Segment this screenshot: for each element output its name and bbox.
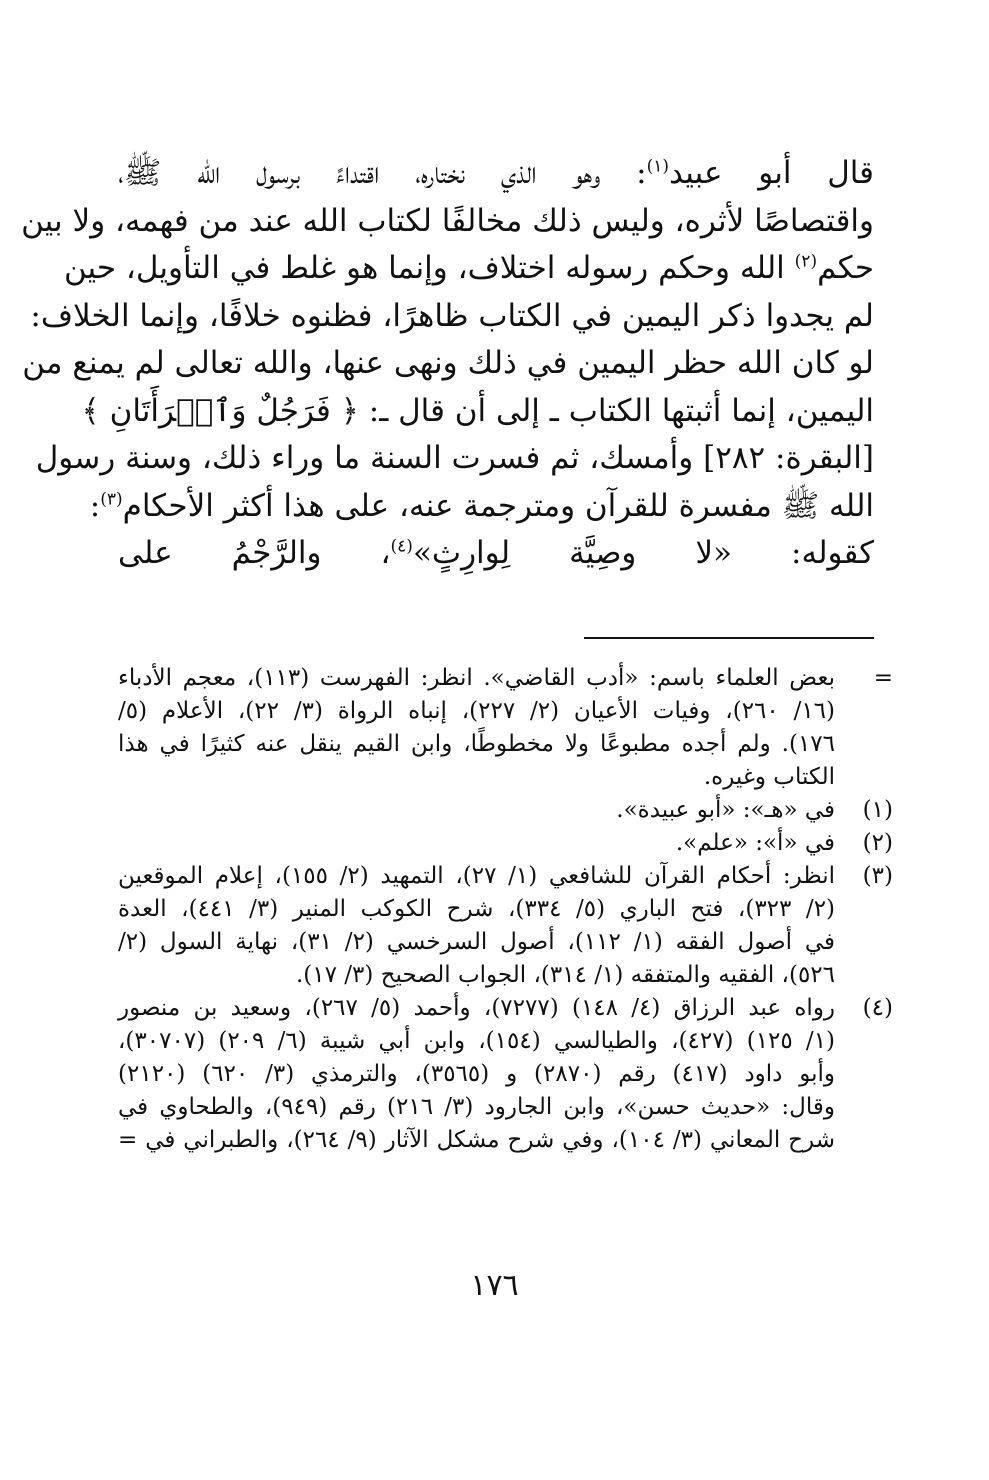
footnote-1 bbox=[118, 794, 893, 827]
footnote-number: (٢) bbox=[862, 830, 893, 856]
footnote-ref-3: (٣) bbox=[100, 489, 123, 510]
main-line-3: حكم$^{(٢)}$ الله وحكم رسوله اختلاف، وإنما هو غلط في التأويل، حين bbox=[63, 250, 874, 286]
footnote-line: في أصول الفقه (١/ ١١٢)، أصول السرخسي (٢/ ٣١)، نهاية السول (٢/ bbox=[118, 929, 836, 955]
main-line-1: قال أبو عبيد$^{(١)}$: وهو الذي نختاره، اقتداءً برسول الله ﷺ، bbox=[118, 155, 874, 191]
footnote-ref-1: (١) bbox=[646, 156, 670, 177]
footnote-2 bbox=[118, 827, 893, 860]
main-line-5: لو كان الله حظر اليمين في ذلك ونهى عنها، والله تعالى لم يمنع من bbox=[22, 345, 874, 381]
main-line-6: اليمين، إنما أثبتها الكتاب ـ إلى أن قال ـ: ﴿ فَرَجُلٌ وَٱمۡرَأَتَانِ ﴾ bbox=[81, 392, 874, 429]
footnote-line: بعض العلماء باسم: «أدب القاضي». انظر: الفهرست (١١٣)، معجم الأدباء bbox=[118, 665, 835, 691]
footnote-line: (١٦/ ٢٦٠)، وفيات الأعيان (٢/ ٢٢٧)، إنباه الرواة (٣/ ٢٢)، الأعلام (٥/ bbox=[118, 698, 836, 724]
footnote-number: (٣) bbox=[862, 863, 893, 889]
footnote-line: (٢/ ٣٢٣)، فتح الباري (٥/ ٣٣٤)، شرح الكوكب المنير (٣/ ٤٤١)، العدة bbox=[118, 896, 836, 922]
main-line-4: لم يجدوا ذكر اليمين في الكتاب ظاهرًا، فظنوه خلافًا، وإنما الخلاف: bbox=[30, 297, 874, 334]
footnote-line: الكتاب وغيره. bbox=[703, 764, 835, 790]
footnote-line: ٥٢٦)، الفقيه والمتفقه (١/ ٣١٤)، الجواب الصحيح (٣/ ١٧). bbox=[295, 962, 835, 988]
footnote-continuation bbox=[118, 662, 893, 794]
footnote-ref-4: (٤) bbox=[390, 536, 413, 557]
main-line-9: كقوله: «لا وصِيَّة لِوارِثٍ»$^{(٤)}$، والرَّجْمُ على bbox=[118, 535, 874, 571]
footnote-4 bbox=[118, 992, 893, 1157]
main-line-8: الله ﷺ مفسرة للقرآن ومترجمة عنه، على هذا أكثر الأحكام$^{(٣)}$: bbox=[89, 487, 874, 524]
footnote-line: ١٧٦). ولم أجده مطبوعًا ولا مخطوطًا، وابن القيم ينقل عنه كثيرًا في هذا bbox=[118, 731, 835, 757]
footnote-number: = bbox=[873, 665, 893, 691]
main-text bbox=[21, 150, 874, 578]
main-line-2: واقتصاصًا لأثره، وليس ذلك مخالفًا لكتاب الله عند من فهمه، ولا بين bbox=[21, 202, 874, 239]
footnote-number: (٤) bbox=[862, 995, 893, 1021]
footnote-number: (١) bbox=[862, 797, 893, 823]
footnote-line: رواه عبد الرزاق (٤/ ١٤٨) (٧٢٧٧)، وأحمد (٥/ ٢٦٧)، وسعيد بن منصور bbox=[118, 995, 836, 1021]
footnote-ref-2: (٢) bbox=[794, 251, 818, 272]
footnote-line: (١/ ١٢٥) (٤٢٧)، والطيالسي (١٥٤)، وابن أبي شيبة (٦/ ٢٠٩) (٣٠٧٠٧)، bbox=[118, 1028, 836, 1054]
footnote-line: وقال: «حديث حسن»، وابن الجارود (٣/ ٢١٦) رقم (٩٤٩)، والطحاوي في bbox=[118, 1094, 835, 1120]
footnote-line: في «هـ»: «أبو عبيدة». bbox=[616, 797, 835, 823]
page-number: ١٧٦ bbox=[470, 1268, 519, 1303]
footnote-line: انظر: أحكام القرآن للشافعي (١/ ٢٧)، التمهيد (٢/ ١٥٥)، إعلام الموقعين bbox=[118, 863, 835, 889]
footnote-line: وأبو داود (٤١٧) رقم (٢٨٧٠) و (٣٥٦٥)، والترمذي (٣/ ٦٢٠) (٢١٢٠) bbox=[118, 1061, 836, 1087]
main-line-7: [البقرة: ٢٨٢] وأمسك، ثم فسرت السنة ما وراء ذلك، وسنة رسول bbox=[35, 440, 874, 476]
footnote-3 bbox=[118, 860, 893, 992]
footnotes bbox=[118, 662, 893, 1157]
footnote-line: في «أ»: «علم». bbox=[675, 830, 835, 856]
footnote-separator bbox=[584, 637, 874, 639]
footnote-line: شرح المعاني (٣/ ١٠٤)، وفي شرح مشكل الآثار (٩/ ٢٦٤)، والطبراني في = bbox=[118, 1127, 835, 1153]
